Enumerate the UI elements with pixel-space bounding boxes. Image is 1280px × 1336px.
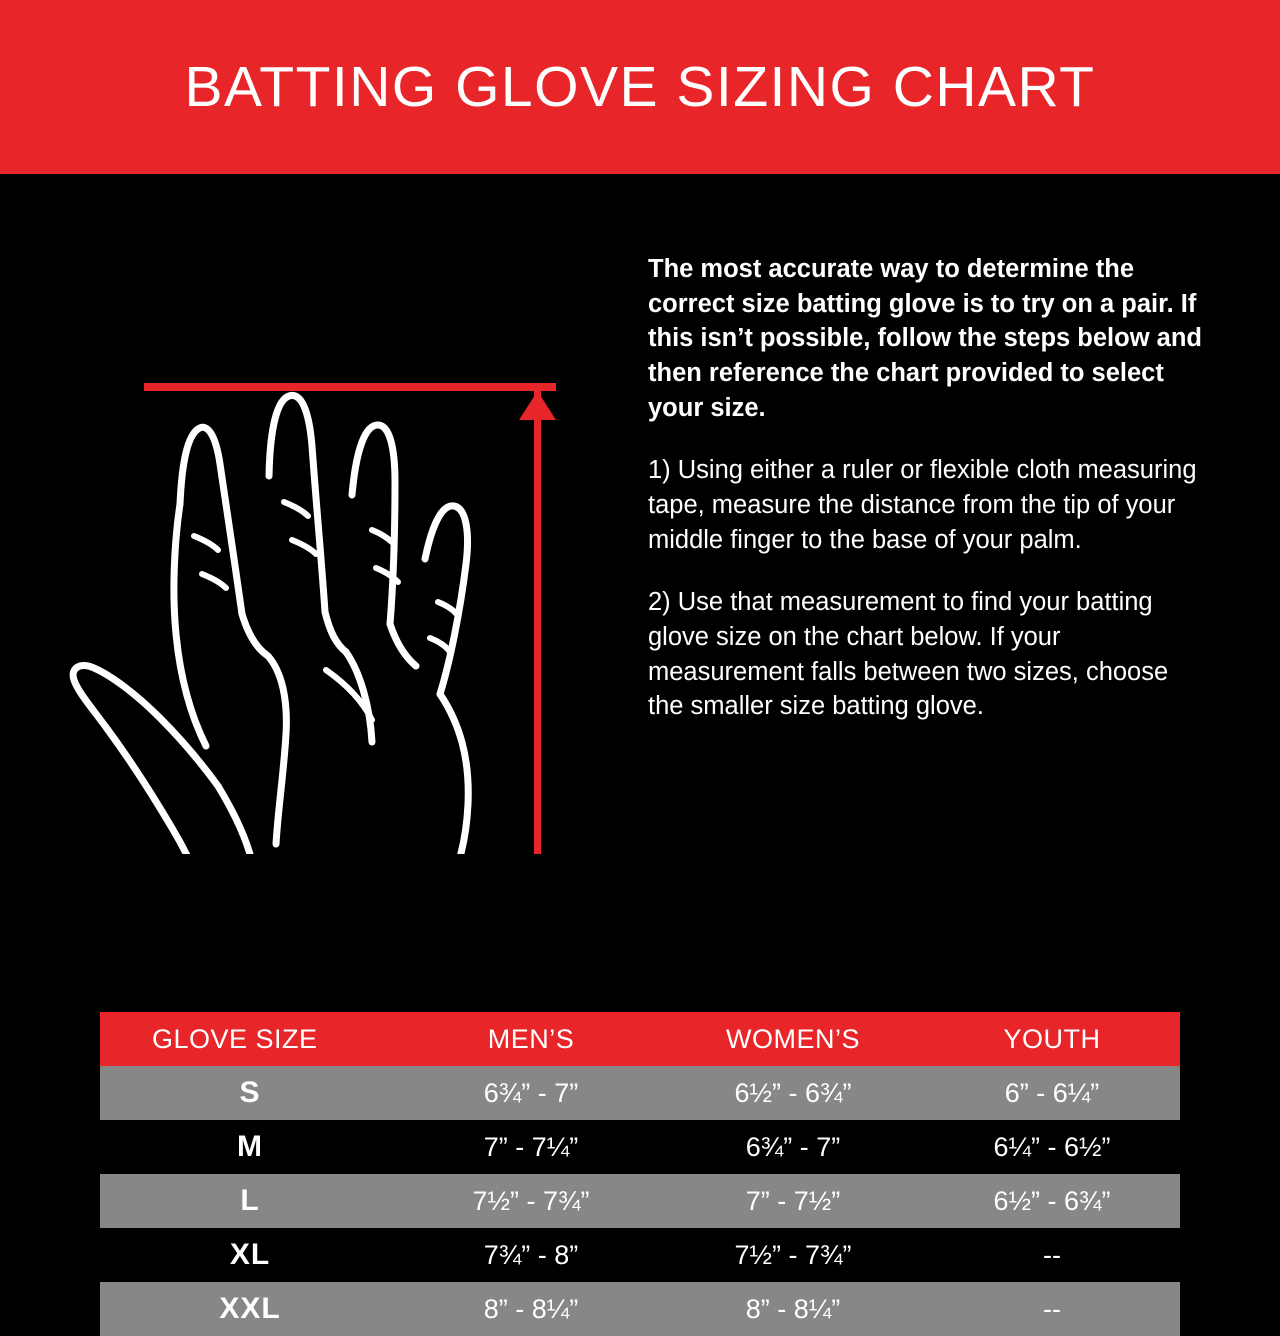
page-header bbox=[0, 0, 1280, 174]
sizing-table bbox=[100, 1012, 1180, 1336]
cell-mens: 7” - 7¼” bbox=[483, 1131, 579, 1162]
table-header-row bbox=[100, 1012, 1180, 1066]
cell-size: XL bbox=[229, 1238, 271, 1271]
content-area bbox=[0, 174, 1280, 1325]
column-header-womens: WOMEN’S bbox=[662, 1012, 924, 1066]
cell-womens: 6½” - 6¾” bbox=[734, 1077, 852, 1108]
instructions-step-1: 1) Using either a ruler or flexible cloth measuring tape, measure the distance from the tip of your middle finger to the base of your palm. bbox=[648, 456, 1197, 554]
cell-womens: 8” - 8¼” bbox=[745, 1293, 841, 1324]
cell-youth: -- bbox=[1043, 1293, 1061, 1324]
instructions-intro: The most accurate way to determine the correct size batting glove is to try on a pair. If this isn’t possible, follow the steps below and then reference the chart provided to select your size. bbox=[648, 255, 1202, 422]
page-title: BATTING GLOVE SIZING CHART bbox=[184, 54, 1096, 119]
column-header-mens: MEN’S bbox=[400, 1012, 662, 1066]
cell-mens: 6¾” - 7” bbox=[483, 1077, 579, 1108]
table-row bbox=[100, 1174, 1180, 1228]
hand-outline bbox=[73, 395, 468, 854]
cell-size: L bbox=[240, 1184, 260, 1217]
table-row bbox=[100, 1282, 1180, 1336]
measure-arrow bbox=[519, 391, 556, 854]
cell-youth: 6¼” - 6½” bbox=[993, 1131, 1111, 1162]
table-row bbox=[100, 1228, 1180, 1282]
table-row bbox=[100, 1120, 1180, 1174]
sizing-table-wrapper bbox=[100, 1012, 1180, 1336]
table-row bbox=[100, 1066, 1180, 1120]
cell-womens: 6¾” - 7” bbox=[745, 1131, 841, 1162]
cell-mens: 7¾” - 8” bbox=[483, 1239, 579, 1270]
cell-mens: 7½” - 7¾” bbox=[472, 1185, 590, 1216]
instructions-column bbox=[648, 252, 1208, 752]
cell-youth: 6” - 6¼” bbox=[1004, 1077, 1100, 1108]
measure-top-line bbox=[144, 383, 556, 391]
cell-size: S bbox=[239, 1076, 261, 1109]
cell-youth: -- bbox=[1043, 1239, 1061, 1270]
hand-measurement-diagram bbox=[30, 214, 610, 854]
cell-mens: 8” - 8¼” bbox=[483, 1293, 579, 1324]
instructions-step-2: 2) Use that measurement to find your batting glove size on the chart below. If your measurement falls between two sizes, choose the smaller size batting glove. bbox=[648, 588, 1169, 721]
cell-womens: 7½” - 7¾” bbox=[734, 1239, 852, 1270]
cell-womens: 7” - 7½” bbox=[745, 1185, 841, 1216]
cell-size: XXL bbox=[219, 1292, 281, 1325]
cell-youth: 6½” - 6¾” bbox=[993, 1185, 1111, 1216]
column-header-glove-size: GLOVE SIZE bbox=[100, 1012, 400, 1066]
cell-size: M bbox=[237, 1130, 263, 1163]
column-header-youth: YOUTH bbox=[924, 1012, 1180, 1066]
